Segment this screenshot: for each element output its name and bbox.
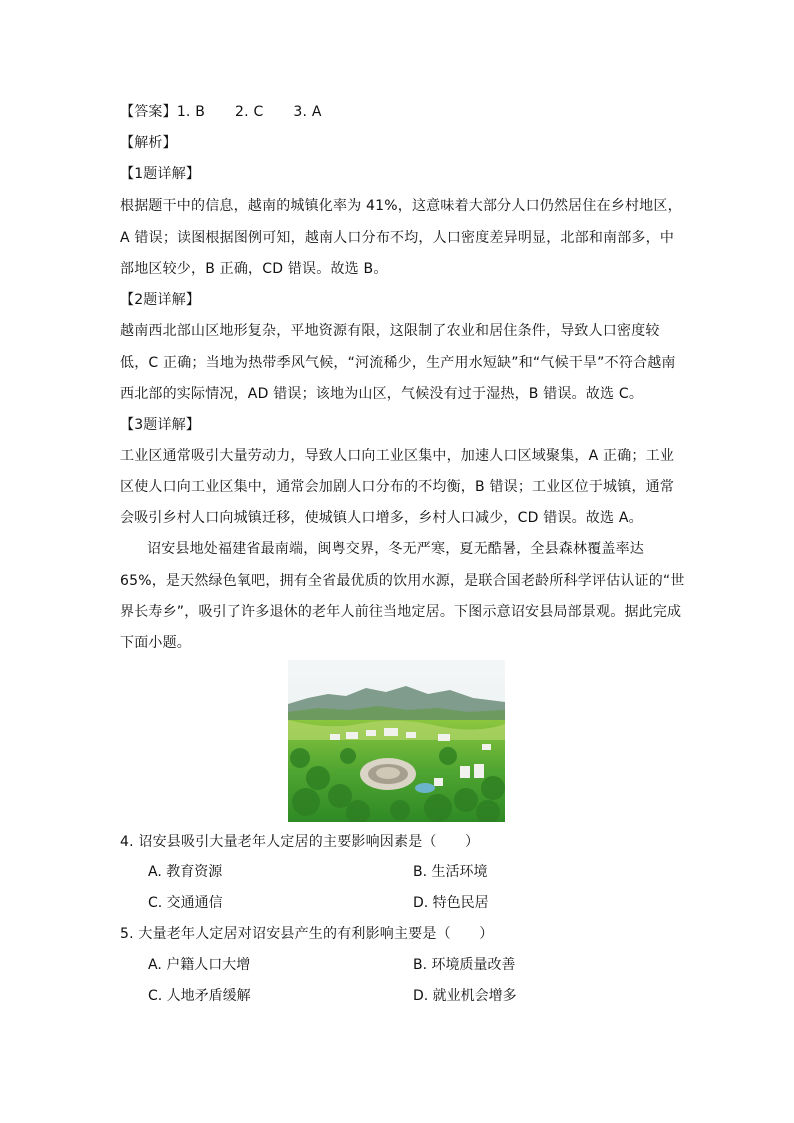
answer-line [120, 102, 322, 122]
q1-line-3: 部地区较少，B 正确，CD 错误。故选 B。 [120, 261, 388, 277]
q4-option-c: C. 交通通信 [148, 895, 223, 911]
q3-line-1: 工业区通常吸引大量劳动力，导致人口向工业区集中，加速人口区域聚集，A 正确；工业 [120, 448, 675, 464]
answer-label: 【答案】 [120, 104, 177, 120]
zhaoan-landscape-photo [288, 660, 505, 822]
passage-line-1: 诏安县地处福建省最南端，闽粤交界，冬无严寒，夏无酷暑，全县森林覆盖率达 [147, 541, 644, 557]
answer-item-1: 1. B [176, 104, 206, 120]
q3-line-2: 区使人口向工业区集中，通常会加剧人口分布的不均衡，B 错误；工业区位于城镇，通常 [120, 479, 675, 495]
passage-line-4: 下面小题。 [120, 635, 191, 651]
q4-stem: 4. 诏安县吸引大量老年人定居的主要影响因素是（ ） [120, 834, 480, 850]
q5-option-d: D. 就业机会增多 [413, 988, 517, 1004]
q4-option-d: D. 特色民居 [413, 895, 489, 911]
q3-line-3: 会吸引乡村人口向城镇迁移，使城镇人口增多，乡村人口减少，CD 错误。故选 A。 [120, 510, 643, 526]
answer-item-2: 2. C [235, 104, 264, 120]
passage-line-2: 65%，是天然绿色氧吧，拥有全省最优质的饮用水源，是联合国老龄所科学评估认证的“世 [120, 573, 685, 589]
q4-option-a: A. 教育资源 [148, 864, 223, 880]
q1-line-1: 根据题干中的信息，越南的城镇化率为 41%，这意味着大部分人口仍然居住在乡村地区， [120, 198, 682, 214]
answer-item-3: 3. A [293, 104, 322, 120]
q4-option-b: B. 生活环境 [413, 864, 488, 880]
q2-heading: 【2题详解】 [120, 292, 201, 308]
q5-stem: 5. 大量老年人定居对诏安县产生的有利影响主要是（ ） [120, 926, 494, 942]
q3-heading: 【3题详解】 [120, 417, 201, 433]
q2-line-3: 西北部的实际情况，AD 错误；该地为山区，气候没有过于湿热，B 错误。故选 C。 [120, 386, 644, 402]
q1-line-2: A 错误；读图根据图例可知，越南人口分布不均，人口密度差异明显，北部和南部多，中 [120, 230, 675, 246]
q5-option-b: B. 环境质量改善 [413, 957, 516, 973]
q2-line-2: 低，C 正确；当地为热带季风气候，“河流稀少，生产用水短缺”和“气候干旱”不符合越南 [120, 355, 676, 371]
passage-line-3: 界长寿乡”，吸引了许多退休的老年人前往当地定居。下图示意诏安县局部景观。据此完成 [120, 604, 682, 620]
analysis-heading: 【解析】 [120, 135, 177, 151]
q1-heading: 【1题详解】 [120, 166, 201, 182]
q2-line-1: 越南西北部山区地形复杂，平地资源有限，这限制了农业和居住条件，导致人口密度较 [120, 323, 660, 339]
q5-option-a: A. 户籍人口大增 [148, 957, 251, 973]
q5-option-c: C. 人地矛盾缓解 [148, 988, 251, 1004]
